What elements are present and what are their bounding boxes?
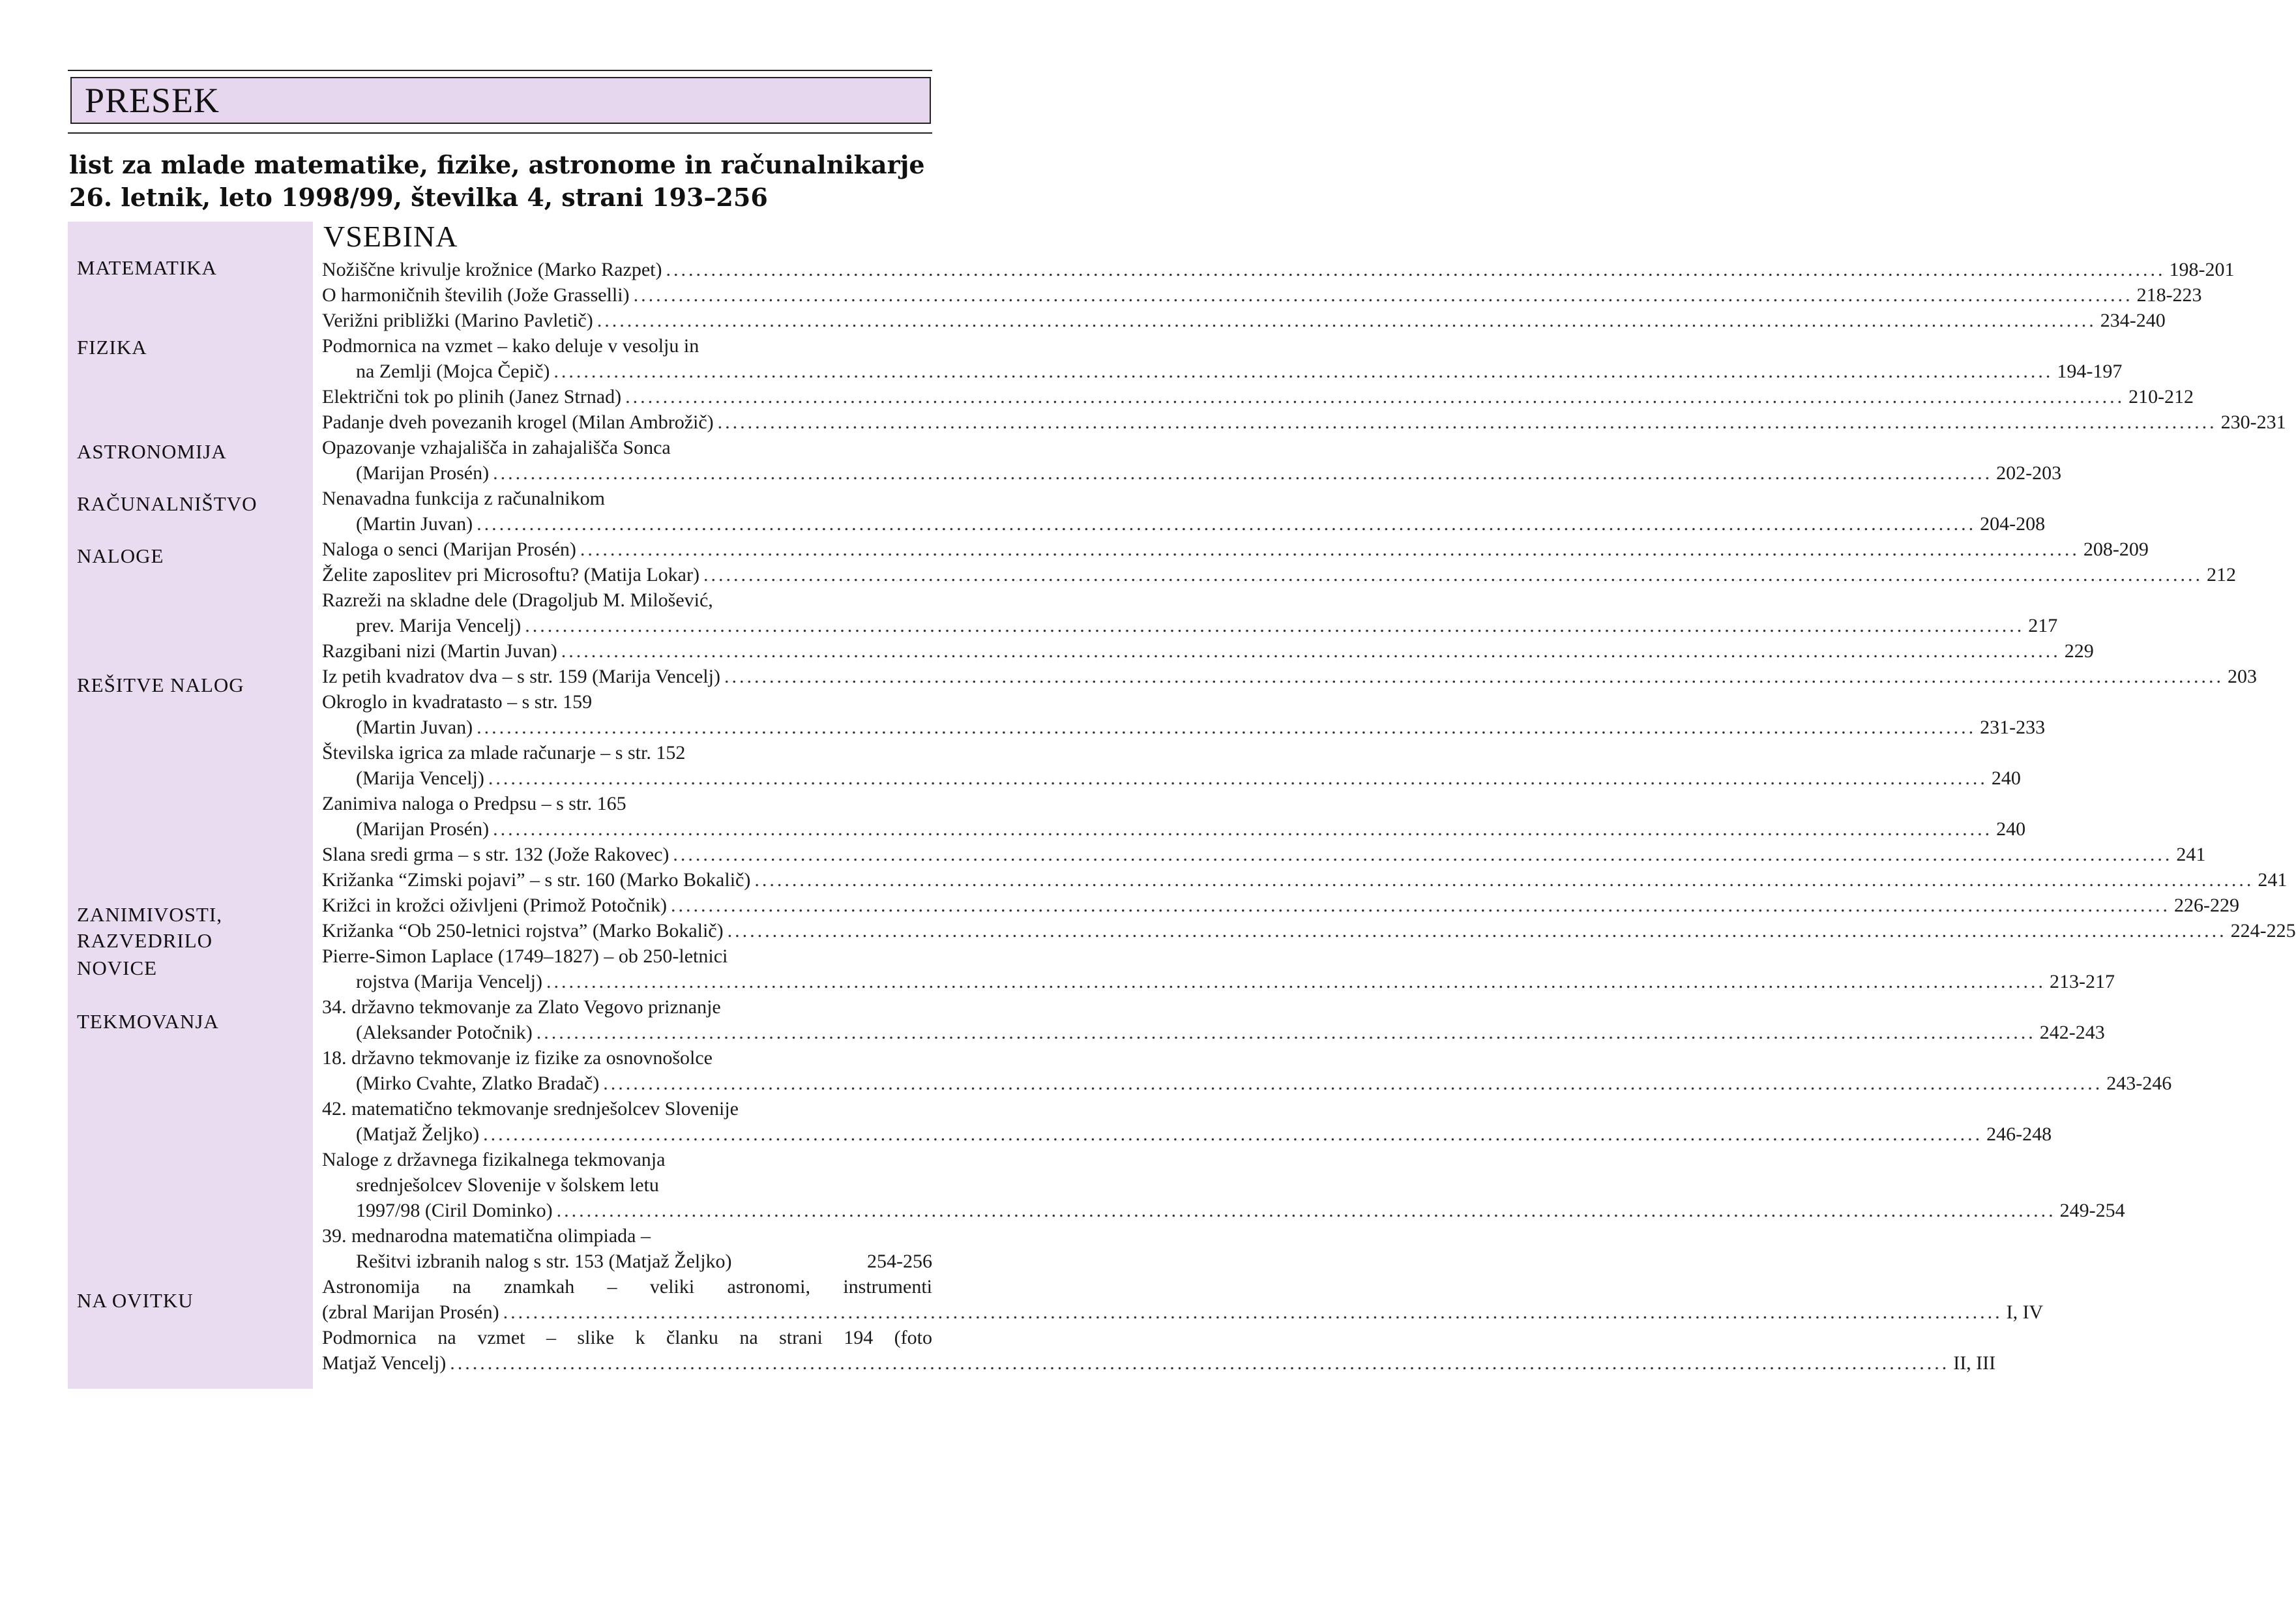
toc-entry: Razgibani nizi (Martin Juvan) ..... 229 bbox=[322, 638, 932, 664]
section-astronomija: ASTRONOMIJA bbox=[77, 440, 227, 463]
toc-page-number: 218-223 bbox=[2136, 284, 2202, 306]
section-resitve: REŠITVE NALOG bbox=[77, 674, 244, 696]
toc-page-number: 213-217 bbox=[2050, 971, 2115, 992]
toc-entry: Slana sredi grma – s str. 132 (Jože Rakovec) ..... 241 bbox=[322, 842, 932, 867]
toc-entry: Pierre-Simon Laplace (1749–1827) – ob 250-letnici bbox=[322, 945, 728, 967]
toc-entry: Nožiščne krivulje krožnice (Marko Razpet) ..... 198-201 bbox=[322, 257, 932, 282]
toc-entry: srednješolcev Slovenije v šolskem letu bbox=[356, 1174, 659, 1196]
toc-page-number: 241 bbox=[2258, 869, 2288, 891]
toc-page-number: 234-240 bbox=[2100, 310, 2166, 331]
toc-entry: Naloge z državnega fizikalnega tekmovanja bbox=[322, 1149, 666, 1170]
toc-page-number: 246-248 bbox=[1986, 1123, 2052, 1145]
toc-entry: 1997/98 (Ciril Dominko) ..... 249-254 bbox=[322, 1198, 932, 1223]
toc-entry: (Aleksander Potočnik) ..... 242-243 bbox=[322, 1020, 932, 1045]
toc-entry: Želite zaposlitev pri Microsoftu? (Matija Lokar) ..... 212 bbox=[322, 562, 932, 587]
toc-page-number: 229 bbox=[2064, 640, 2094, 662]
toc-entry: O harmoničnih številih (Jože Grasselli) ..... 218-223 bbox=[322, 282, 932, 308]
toc-entry: Nenavadna funkcija z računalnikom bbox=[322, 488, 605, 509]
toc-page-number: 204-208 bbox=[1980, 513, 2046, 535]
toc-page-number: 240 bbox=[1991, 767, 2021, 789]
section-tekmovanja: TEKMOVANJA bbox=[77, 1010, 219, 1033]
toc-page-number: 241 bbox=[2176, 844, 2206, 865]
toc-page-number: 240 bbox=[1996, 818, 2026, 840]
toc-page-number: 208-209 bbox=[2083, 539, 2149, 560]
toc-entry: (Matjaž Željko) ..... 246-248 bbox=[322, 1121, 932, 1147]
toc-entry: (Marijan Prosén) ..... 202-203 bbox=[322, 460, 932, 486]
toc-entry: Opazovanje vzhajališča in zahajališča Sonca bbox=[322, 437, 671, 458]
toc-page-number: 249-254 bbox=[2059, 1200, 2125, 1221]
toc-page-number: 194-197 bbox=[2057, 361, 2123, 382]
toc-entry: 34. državno tekmovanje za Zlato Vegovo priznanje bbox=[322, 996, 721, 1018]
title-banner bbox=[70, 77, 931, 124]
toc-entry: (Marijan Prosén) ..... 240 bbox=[322, 816, 932, 842]
toc-page-number: 243-246 bbox=[2106, 1073, 2172, 1094]
toc-page-number: 203 bbox=[2227, 666, 2257, 687]
toc-entry: Verižni približki (Marino Pavletič) ..... 234-240 bbox=[322, 308, 932, 333]
toc-entry: Križanka “Ob 250-letnici rojstva” (Marko Bokalič) ..... 224-225 bbox=[322, 918, 932, 943]
toc-entry: Podmornica na vzmet – slike k članku na strani 194 (foto bbox=[322, 1327, 932, 1348]
section-na-ovitku: NA OVITKU bbox=[77, 1289, 194, 1312]
toc-entry: Astronomija na znamkah – veliki astronomi, instrumenti bbox=[322, 1276, 932, 1298]
toc-entry: Zanimiva naloga o Predpsu – s str. 165 bbox=[322, 793, 626, 814]
toc-page-number: II, III bbox=[1953, 1352, 1996, 1374]
toc-page-number: I, IV bbox=[2006, 1301, 2044, 1323]
contents-heading: VSEBINA bbox=[323, 220, 458, 253]
section-novice: NOVICE bbox=[77, 957, 158, 979]
toc-page-number: 226-229 bbox=[2174, 895, 2240, 916]
toc-entry: 42. matematično tekmovanje srednješolcev Slovenije bbox=[322, 1098, 739, 1120]
toc-entry: prev. Marija Vencelj) ..... 217 bbox=[322, 613, 932, 638]
section-fizika: FIZIKA bbox=[77, 336, 147, 359]
toc-entry: (Marija Vencelj) ..... 240 bbox=[322, 765, 932, 791]
toc-page-number: 212 bbox=[2206, 564, 2236, 586]
section-zanimivosti: ZANIMIVOSTI, bbox=[77, 903, 222, 926]
toc-entry: Križanka “Zimski pojavi” – s str. 160 (Marko Bokalič) ..... 241 bbox=[322, 867, 932, 893]
toc-page-number: 210-212 bbox=[2128, 386, 2194, 408]
toc-entry: Iz petih kvadratov dva – s str. 159 (Marija Vencelj) ..... 203 bbox=[322, 664, 932, 689]
top-rule bbox=[68, 70, 932, 71]
toc-page-number: 217 bbox=[2028, 615, 2058, 636]
toc-page-number: 198-201 bbox=[2169, 259, 2235, 280]
toc-entry: Naloga o senci (Marijan Prosén) ..... 208-209 bbox=[322, 537, 932, 562]
toc-page-number: 230-231 bbox=[2220, 411, 2286, 433]
subtitle-line-1: list za mlade matematike, fizike, astronome in računalnikarje bbox=[69, 150, 925, 179]
toc-entry: Podmornica na vzmet – kako deluje v vesolju in bbox=[322, 335, 699, 357]
section-naloge: NALOGE bbox=[77, 544, 164, 567]
toc-entry: Številska igrica za mlade računarje – s str. 152 bbox=[322, 742, 686, 764]
magazine-title: PRESEK bbox=[85, 81, 220, 120]
toc-entry: Razreži na skladne dele (Dragoljub M. Milošević, bbox=[322, 589, 713, 611]
bottom-rule bbox=[68, 132, 932, 134]
toc-entry: Rešitvi izbranih nalog s str. 153 (Matjaž Željko) 254-256 bbox=[322, 1249, 932, 1274]
section-razvedrilo: RAZVEDRILO bbox=[77, 929, 213, 952]
toc-entry: (Mirko Cvahte, Zlatko Bradač) ..... 243-246 bbox=[322, 1071, 932, 1096]
toc-page-number: 202-203 bbox=[1996, 462, 2062, 484]
toc-entry: na Zemlji (Mojca Čepič) ..... 194-197 bbox=[322, 359, 932, 384]
toc-entry: (Martin Juvan) ..... 204-208 bbox=[322, 511, 932, 537]
toc-entry: Matjaž Vencelj) ..... II, III bbox=[322, 1350, 932, 1376]
section-matematika: MATEMATIKA bbox=[77, 256, 217, 279]
toc-entry: rojstva (Marija Vencelj) ..... 213-217 bbox=[322, 969, 932, 994]
toc-entry: (Martin Juvan) ..... 231-233 bbox=[322, 715, 932, 740]
toc-entry: 18. državno tekmovanje iz fizike za osnovnošolce bbox=[322, 1047, 713, 1069]
section-racunalnistvo: RAČUNALNIŠTVO bbox=[77, 492, 258, 515]
toc-page-number: 224-225 bbox=[2230, 920, 2296, 942]
toc-entry: Električni tok po plinih (Janez Strnad) ..... 210-212 bbox=[322, 384, 932, 409]
toc-entry: (zbral Marijan Prosén) ..... I, IV bbox=[322, 1299, 932, 1325]
toc-page-number: 254-256 bbox=[867, 1251, 932, 1272]
toc-entry: Okroglo in kvadratasto – s str. 159 bbox=[322, 691, 593, 713]
toc-entry: Padanje dveh povezanih krogel (Milan Ambrožič) ..... 230-231 bbox=[322, 409, 932, 435]
toc-entry: Križci in krožci oživljeni (Primož Potočnik) ..... 226-229 bbox=[322, 893, 932, 918]
section-panel bbox=[68, 222, 313, 1389]
toc-page-number: 242-243 bbox=[2039, 1022, 2105, 1043]
toc-entry: 39. mednarodna matematična olimpiada – bbox=[322, 1225, 651, 1247]
subtitle-line-2: 26. letnik, leto 1998/99, številka 4, strani 193–256 bbox=[69, 183, 768, 212]
table-of-contents bbox=[322, 257, 2296, 1376]
toc-page-number: 231-233 bbox=[1980, 717, 2046, 738]
magazine-subtitle bbox=[69, 149, 936, 214]
